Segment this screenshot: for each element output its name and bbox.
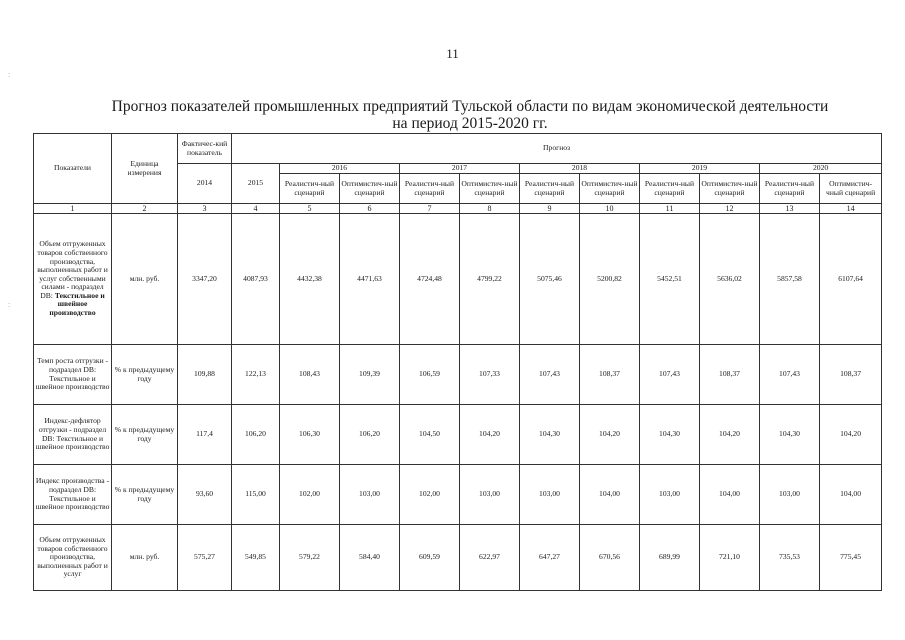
table-cell: 3347,20 [178, 214, 232, 345]
column-number: 13 [760, 204, 820, 214]
table-row [34, 525, 882, 591]
column-number: 5 [280, 204, 340, 214]
header-scenario: Реалистич-ный сценарий [520, 174, 580, 204]
table-cell: 5200,82 [580, 214, 640, 345]
column-number: 12 [700, 204, 760, 214]
indicator-text: Индекс-дефлятор отгрузки - подраздел DB: Текстильное и швейное производство [35, 416, 110, 452]
title-line-2: на период 2015-2020 гг. [392, 115, 548, 132]
table-row [34, 405, 882, 465]
table-cell: 104,30 [520, 405, 580, 465]
column-number: 6 [340, 204, 400, 214]
header-year-2015: 2015 [232, 164, 280, 204]
page-title [80, 98, 860, 132]
header-scenario: Оптимистич-чный сценарий [820, 174, 882, 204]
forecast-table [33, 133, 882, 591]
table-cell: 104,00 [580, 465, 640, 525]
header-year: 2016 [280, 164, 400, 174]
header-year-2014: 2014 [178, 164, 232, 204]
header-scenario: Реалистич-ный сценарий [400, 174, 460, 204]
title-line-1: Прогноз показателей промышленных предприятий Тульской области по видам экономической деятельности [111, 98, 829, 115]
table-cell: 109,39 [340, 345, 400, 405]
table-cell: 4087,93 [232, 214, 280, 345]
table-cell: 103,00 [520, 465, 580, 525]
header-row-1 [34, 134, 882, 164]
table-cell: 4799,22 [460, 214, 520, 345]
header-scenario: Оптимистич-ный сценарий [580, 174, 640, 204]
table-cell: 775,45 [820, 525, 882, 591]
header-scenario: Реалистич-ный сценарий [760, 174, 820, 204]
table-cell: 108,37 [700, 345, 760, 405]
row-unit: млн. руб. [112, 525, 178, 591]
header-actual: Фактичес-кий показатель [178, 134, 232, 164]
table-cell: 4471,63 [340, 214, 400, 345]
column-number: 11 [640, 204, 700, 214]
table-cell: 108,37 [580, 345, 640, 405]
table-cell: 104,20 [580, 405, 640, 465]
table-row [34, 465, 882, 525]
table-cell: 108,43 [280, 345, 340, 405]
row-indicator [34, 465, 112, 525]
header-year: 2017 [400, 164, 520, 174]
header-scenario: Оптимистич-ный сценарий [460, 174, 520, 204]
header-unit: Единица измерения [112, 134, 178, 204]
header-year: 2019 [640, 164, 760, 174]
table-cell: 104,20 [700, 405, 760, 465]
table-cell: 549,85 [232, 525, 280, 591]
header-scenario: Оптимистич-ный сценарий [340, 174, 400, 204]
row-indicator [34, 405, 112, 465]
table-cell: 106,20 [232, 405, 280, 465]
column-number: 10 [580, 204, 640, 214]
table-cell: 107,43 [760, 345, 820, 405]
scan-artifact: : [8, 70, 11, 79]
column-number: 3 [178, 204, 232, 214]
scan-artifact: : [8, 300, 11, 309]
table-cell: 106,30 [280, 405, 340, 465]
column-number: 9 [520, 204, 580, 214]
header-year: 2018 [520, 164, 640, 174]
table-cell: 103,00 [460, 465, 520, 525]
table-cell: 5636,02 [700, 214, 760, 345]
table-cell: 103,00 [340, 465, 400, 525]
table-cell: 721,10 [700, 525, 760, 591]
table-cell: 5452,51 [640, 214, 700, 345]
table-cell: 647,27 [520, 525, 580, 591]
table-cell: 103,00 [760, 465, 820, 525]
table-cell: 104,00 [820, 465, 882, 525]
table-cell: 109,88 [178, 345, 232, 405]
table-row [34, 345, 882, 405]
table-cell: 107,43 [520, 345, 580, 405]
row-indicator [34, 525, 112, 591]
table-cell: 108,37 [820, 345, 882, 405]
table-cell: 104,00 [700, 465, 760, 525]
table-cell: 106,59 [400, 345, 460, 405]
column-number: 7 [400, 204, 460, 214]
table-cell: 670,56 [580, 525, 640, 591]
row-unit: % к предыдущему году [112, 465, 178, 525]
table-cell: 104,20 [820, 405, 882, 465]
page-number: 11 [446, 46, 459, 61]
table-cell: 4724,48 [400, 214, 460, 345]
table-cell: 5857,58 [760, 214, 820, 345]
table-cell: 107,43 [640, 345, 700, 405]
table-cell: 579,22 [280, 525, 340, 591]
table-cell: 735,53 [760, 525, 820, 591]
table-cell: 104,30 [760, 405, 820, 465]
table-cell: 5075,46 [520, 214, 580, 345]
indicator-text: Объем отгруженных товаров собственного производства, выполненных работ и услуг [37, 535, 108, 579]
row-unit: % к предыдущему году [112, 345, 178, 405]
column-number: 4 [232, 204, 280, 214]
column-number: 14 [820, 204, 882, 214]
indicator-subsection: Текстильное и швейное производство [49, 290, 105, 318]
table-cell: 584,40 [340, 525, 400, 591]
indicator-text: Темп роста отгрузки - подраздел DB: Текстильное и швейное производство [35, 356, 110, 392]
table-cell: 6107,64 [820, 214, 882, 345]
header-forecast: Прогноз [232, 134, 882, 164]
header-scenario: Оптимистич-ный сценарий [700, 174, 760, 204]
table-cell: 93,60 [178, 465, 232, 525]
header-scenario: Реалистич-ный сценарий [640, 174, 700, 204]
header-year: 2020 [760, 164, 882, 174]
indicator-text: Индекс производства - подраздел DB: Текстильное и швейное производство [35, 476, 110, 512]
table-cell: 689,99 [640, 525, 700, 591]
table-cell: 103,00 [640, 465, 700, 525]
table-cell: 609,59 [400, 525, 460, 591]
column-number-row [34, 204, 882, 214]
table-cell: 122,13 [232, 345, 280, 405]
row-indicator [34, 345, 112, 405]
column-number: 8 [460, 204, 520, 214]
table-cell: 106,20 [340, 405, 400, 465]
table-cell: 4432,38 [280, 214, 340, 345]
header-indicator: Показатели [34, 134, 112, 204]
column-number: 1 [34, 204, 112, 214]
table-cell: 575,27 [178, 525, 232, 591]
row-unit: млн. руб. [112, 214, 178, 345]
table-cell: 622,97 [460, 525, 520, 591]
table-cell: 107,33 [460, 345, 520, 405]
table-cell: 102,00 [400, 465, 460, 525]
table-cell: 104,50 [400, 405, 460, 465]
table-cell: 104,20 [460, 405, 520, 465]
table-cell: 115,00 [232, 465, 280, 525]
header-scenario: Реалистич-ный сценарий [280, 174, 340, 204]
table-cell: 104,30 [640, 405, 700, 465]
row-indicator [34, 214, 112, 345]
table-cell: 102,00 [280, 465, 340, 525]
table-row [34, 214, 882, 345]
row-unit: % к предыдущему году [112, 405, 178, 465]
indicator-text: Объем отгруженных товаров собственного производства, выполненных работ и услуг собственными силами - подраздел DB: [37, 239, 108, 300]
column-number: 2 [112, 204, 178, 214]
table-cell: 117,4 [178, 405, 232, 465]
